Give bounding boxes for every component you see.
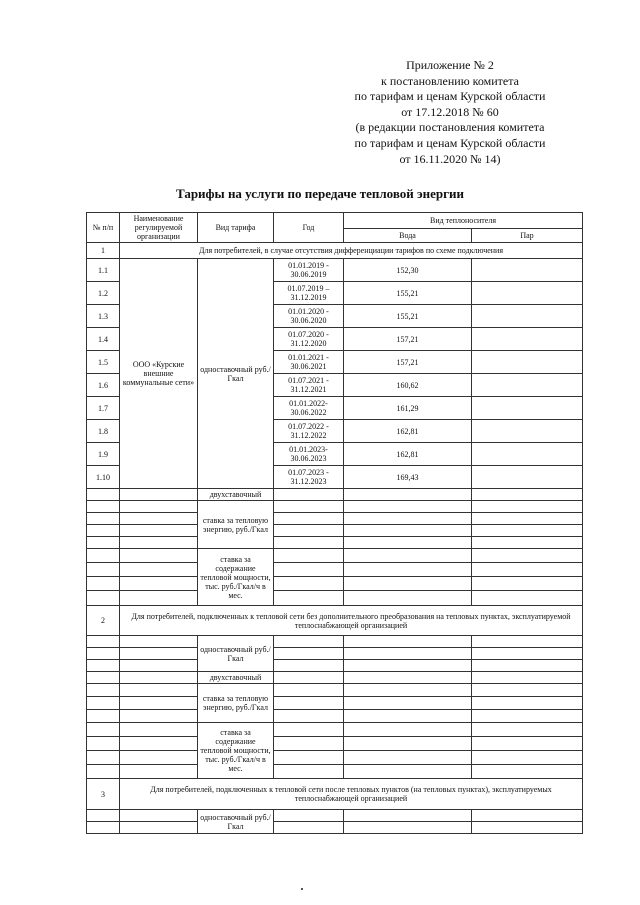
page-speck xyxy=(301,888,303,890)
capacity-rate-label: ставка за содержание тепловой мощности, тыс. руб./Гкал/ч в мес. xyxy=(198,723,274,779)
capacity-rate-label: ставка за содержание тепловой мощности, тыс. руб./Гкал/ч в мес. xyxy=(198,549,274,606)
header-carrier: Вид теплоносителя xyxy=(344,213,583,229)
header-steam: Пар xyxy=(472,229,583,243)
tariff-one-rate: одноставочный руб./Гкал xyxy=(198,259,274,489)
row-num: 1.1 xyxy=(87,259,120,282)
period: 01.07.2023 - 31.12.2023 xyxy=(274,466,344,489)
period: 01.07.2022 - 31.12.2022 xyxy=(274,420,344,443)
water-value: 157,21 xyxy=(344,351,472,374)
section-num: 1 xyxy=(87,243,120,259)
section-num: 2 xyxy=(87,606,120,636)
water-value: 152,30 xyxy=(344,259,472,282)
water-value: 155,21 xyxy=(344,305,472,328)
steam-value xyxy=(472,466,583,489)
appendix-line: Приложение № 2 xyxy=(406,58,494,72)
water-value: 169,43 xyxy=(344,466,472,489)
period: 01.01.2021 - 30.06.2021 xyxy=(274,351,344,374)
steam-value xyxy=(472,259,583,282)
steam-value xyxy=(472,443,583,466)
energy-rate-label: ставка за тепловую энергию, руб./Гкал xyxy=(198,684,274,723)
row-num: 1.3 xyxy=(87,305,120,328)
period: 01.01.2022- 30.06.2022 xyxy=(274,397,344,420)
section-title: Для потребителей, подключенных к тепловой сети без дополнительного преобразования на тепловых пунктах, эксплуатируемой теплоснабжающей организацией xyxy=(120,606,583,636)
organization-name: ООО «Курские внешние коммунальные сети» xyxy=(120,259,198,489)
section-num: 3 xyxy=(87,779,120,810)
steam-value xyxy=(472,397,583,420)
steam-value xyxy=(472,351,583,374)
row-num: 1.9 xyxy=(87,443,120,466)
header-water: Вода xyxy=(344,229,472,243)
row-num: 1.7 xyxy=(87,397,120,420)
row-num: 1.2 xyxy=(87,282,120,305)
row-num: 1.10 xyxy=(87,466,120,489)
water-value: 162,81 xyxy=(344,420,472,443)
steam-value xyxy=(472,328,583,351)
water-value: 161,29 xyxy=(344,397,472,420)
period: 01.07.2019 – 31.12.2019 xyxy=(274,282,344,305)
steam-value xyxy=(472,420,583,443)
steam-value xyxy=(472,305,583,328)
appendix-line: (в редакции постановления комитета xyxy=(355,120,545,135)
header-organization: Наименование регулируемой организации xyxy=(120,213,198,243)
tariff-table xyxy=(86,212,583,834)
water-value: 157,21 xyxy=(344,328,472,351)
appendix-line: по тарифам и ценам Курской области xyxy=(354,89,546,104)
appendix-line: от 17.12.2018 № 60 xyxy=(401,104,499,119)
row-num: 1.8 xyxy=(87,420,120,443)
section-title: Для потребителей, подключенных к тепловой сети после тепловых пунктов (на тепловых пунктах), эксплуатируемых теплоснабжающей организацией xyxy=(120,779,583,810)
water-value: 160,62 xyxy=(344,374,472,397)
water-value: 155,21 xyxy=(344,282,472,305)
period: 01.07.2021 - 31.12.2021 xyxy=(274,374,344,397)
row-num: 1.6 xyxy=(87,374,120,397)
row-num: 1.5 xyxy=(87,351,120,374)
section-title: Для потребителей, в случае отсутствия дифференциации тарифов по схеме подключения xyxy=(120,243,583,259)
header-year: Год xyxy=(274,213,344,243)
energy-rate-label: ставка за тепловую энергию, руб./Гкал xyxy=(198,501,274,549)
appendix-line: от 16.11.2020 № 14) xyxy=(399,151,501,166)
steam-value xyxy=(472,282,583,305)
period: 01.07.2020 - 31.12.2020 xyxy=(274,328,344,351)
header-tariff-type: Вид тарифа xyxy=(198,213,274,243)
appendix-header xyxy=(340,58,560,167)
appendix-line: к постановлению комитета xyxy=(381,73,519,88)
period: 01.01.2020 - 30.06.2020 xyxy=(274,305,344,328)
period: 01.01.2023- 30.06.2023 xyxy=(274,443,344,466)
header-num: № п/п xyxy=(87,213,120,243)
steam-value xyxy=(472,374,583,397)
tariff-two-rate: двухставочный xyxy=(198,489,274,501)
tariff-two-rate: двухставочный xyxy=(198,672,274,684)
period: 01.01.2019 - 30.06.2019 xyxy=(274,259,344,282)
tariff-one-rate: одноставочный руб./Гкал xyxy=(198,810,274,834)
document-title: Тарифы на услуги по передаче тепловой энергии xyxy=(175,186,465,201)
tariff-one-rate: одноставочный руб./Гкал xyxy=(198,636,274,672)
water-value: 162,81 xyxy=(344,443,472,466)
row-num: 1.4 xyxy=(87,328,120,351)
appendix-line: по тарифам и ценам Курской области xyxy=(354,135,546,150)
